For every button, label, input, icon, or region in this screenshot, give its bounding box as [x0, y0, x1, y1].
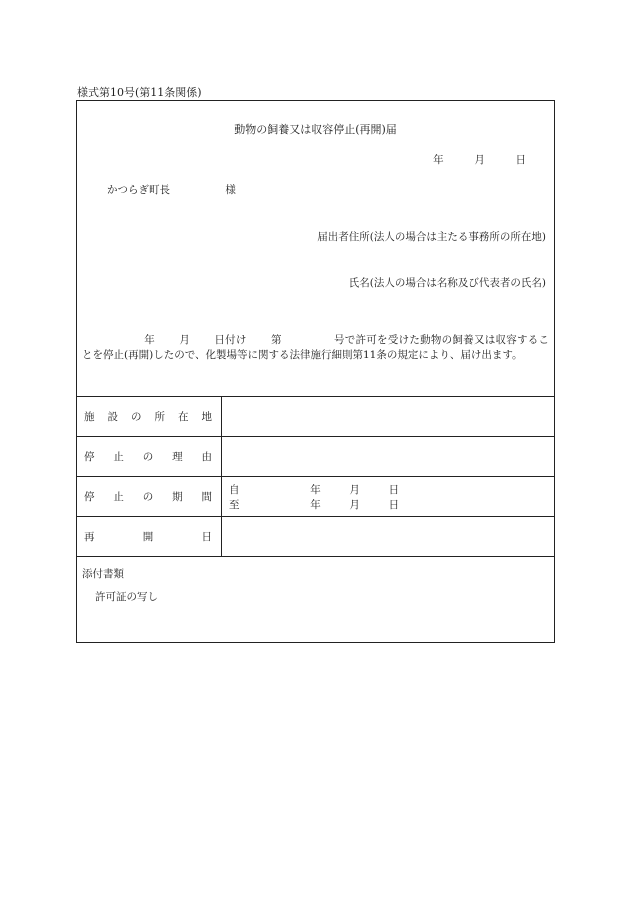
- body-dai: 第: [270, 334, 282, 346]
- form-number: 様式第10号(第11条関係): [77, 86, 202, 99]
- form-frame: [76, 100, 555, 643]
- addressee-honorific: 様: [225, 184, 236, 196]
- attachments-title: 添付書類: [82, 568, 124, 580]
- table-bottom-rule: [77, 556, 554, 557]
- notification-body: [82, 333, 549, 363]
- date-month-label: 月: [474, 154, 485, 166]
- facility-location-label: 施設の所在地: [84, 411, 212, 423]
- period-to-label: 至: [229, 499, 240, 511]
- body-month: 月: [179, 334, 191, 346]
- period-to-year: 年: [310, 499, 321, 511]
- period-from-year: 年: [310, 484, 321, 496]
- submission-date: [433, 152, 526, 167]
- applicant-name-label: 氏名(法人の場合は名称及び代表者の氏名): [348, 277, 546, 289]
- body-year: 年: [144, 334, 156, 346]
- date-day-label: 日: [515, 154, 526, 166]
- period-from-line: [229, 482, 399, 497]
- table-row-rule: [77, 476, 554, 477]
- period-to-day: 日: [388, 499, 400, 511]
- addressee-name: かつらぎ町長: [107, 184, 170, 196]
- period-to-month: 月: [349, 499, 360, 511]
- date-year-label: 年: [433, 154, 444, 166]
- reopen-date-label: 再開日: [84, 531, 212, 543]
- addressee: [107, 182, 236, 197]
- table-top-rule: [77, 396, 554, 397]
- applicant-address-label: 届出者住所(法人の場合は主たる事務所の所在地): [317, 231, 546, 243]
- table-column-divider: [221, 396, 222, 556]
- stop-reason-label: 停止の理由: [84, 451, 212, 463]
- stop-period-label: 停止の期間: [84, 491, 212, 503]
- form-title: 動物の飼養又は収容停止(再開)届: [234, 123, 397, 136]
- table-row-rule: [77, 516, 554, 517]
- period-from-month: 月: [349, 484, 360, 496]
- table-row-rule: [77, 436, 554, 437]
- body-day-dated: 日付け: [214, 334, 247, 346]
- period-from-label: 自: [229, 484, 240, 496]
- period-from-day: 日: [388, 484, 400, 496]
- body-rest: 号で許可を受けた動物の飼養又は収容することを停止(再開)したので、化製場等に関する法律施行細則第11条の規定により、届け出ます。: [82, 334, 550, 361]
- period-to-line: [229, 497, 399, 512]
- attachment-item: 許可証の写し: [95, 591, 158, 603]
